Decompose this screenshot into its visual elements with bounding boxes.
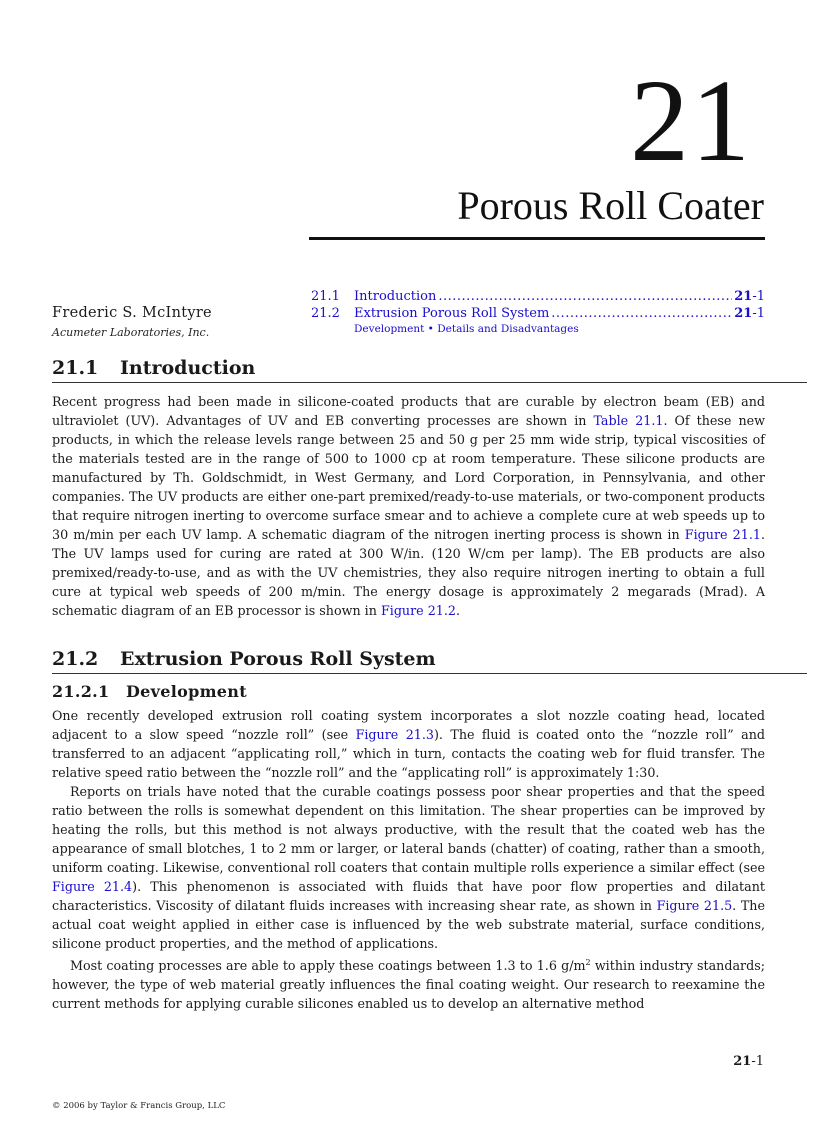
figure-link[interactable]: Figure 21.2 <box>380 603 456 618</box>
section-heading: 21.2 Extrusion Porous Roll System <box>52 648 807 674</box>
section-heading: 21.1 Introduction <box>52 357 807 383</box>
figure-link[interactable]: Figure 21.4 <box>52 879 133 894</box>
toc-entry-title: Extrusion Porous Roll System <box>354 306 550 321</box>
paragraph: Most coating processes are able to apply these coatings between 1.3 to 1.6 $g/m^2$ within industry standards; however, the type of web material greatly influences the final coating weight. Our research to reexamine the current methods for applying curable silicones enabled us to develop an alternative method <box>52 958 765 1012</box>
subsection-heading: 21.2.1 Development <box>52 682 247 701</box>
section-21-1 <box>52 357 807 620</box>
author-affiliation: Acumeter Laboratories, Inc. <box>52 326 210 339</box>
toc-leader-dots <box>551 306 732 321</box>
toc-entry-title: Introduction <box>354 289 437 304</box>
toc-entry-number: 21.1 <box>311 289 340 304</box>
title-rule <box>309 237 765 240</box>
toc-sub-details[interactable]: Details and Disadvantages <box>437 323 579 335</box>
toc-entry-number: 21.2 <box>311 306 340 321</box>
page-folio: 21-1 <box>733 1054 764 1069</box>
toc-entry-page: 21-1 <box>734 306 765 321</box>
copyright-notice: © 2006 by Taylor & Francis Group, LLC <box>52 1101 226 1111</box>
section-21-2 <box>52 648 807 1013</box>
chapter-number: 21 <box>630 55 752 186</box>
figure-link[interactable]: Figure 21.5 <box>656 898 733 913</box>
toc-entry-page: 21-1 <box>734 289 765 304</box>
paragraph: Reports on trials have noted that the curable coatings possess poor shear properties and that the speed ratio between the rolls is somewhat dependent on this limitation. The shear properties can be improved by heating the rolls, but this method is not always productive, with the result that the coated web has the appearance of small blotches, 1 to 2 mm or larger, or lateral bands (chatter) of coating, rather than a smooth, uniform coating. Likewise, conventional roll coaters that contain multiple rolls experience a similar effect (see Figure 21.4). This phenomenon is associated with fluids that have poor flow properties and dilatant characteristics. Viscosity of dilatant fluids increases with increasing shear rate, as shown in Figure 21.5. The actual coat weight applied in either case is influenced by the web substrate material, surface conditions, silicone product properties, and the method of applications. <box>52 784 765 951</box>
paragraph: One recently developed extrusion roll coating system incorporates a slot nozzle coating head, located adjacent to a slow speed “nozzle roll” (see Figure 21.3). The fluid is coated onto the “nozzle roll” and transferred to an adjacent “applicating roll,” which in turn, contacts the coating web for fluid transfer. The relative speed ratio between the “nozzle roll” and the “applicating roll” is approximately 1:30. <box>52 708 765 780</box>
figure-link[interactable]: Figure 21.3 <box>355 727 434 742</box>
table-link[interactable]: Table 21.1 <box>593 413 664 428</box>
figure-link[interactable]: Figure 21.1 <box>684 527 761 542</box>
table-of-contents <box>311 289 765 337</box>
toc-entry-extrusion[interactable] <box>311 306 765 323</box>
toc-entry-introduction[interactable] <box>311 289 765 306</box>
toc-sub-separator: • <box>424 323 438 335</box>
toc-leader-dots <box>438 289 732 304</box>
toc-sub-development[interactable]: Development <box>354 323 425 335</box>
chapter-title: Porous Roll Coater <box>457 183 764 228</box>
paragraph: Recent progress had been made in silicone-coated products that are curable by electron beam (EB) and ultraviolet (UV). Advantages of UV and EB converting processes are shown in Table 21.1. Of these new products, in which the release levels range between 25 and 50 g per 25 mm wide strip, typical viscosities of the materials tested are in the range of 500 to 1000 cp at room temperature. These silicone products are manufactured by Th. Goldschmidt, in West Germany, and Lord Corporation, in Pennsylvania, and other companies. The UV products are either one-part premixed/ready-to-use materials, or two-component products that require nitrogen inerting to overcome surface smear and to achieve a complete cure at web speeds up to 30 m/min per each UV lamp. A schematic diagram of the nitrogen inerting process is shown in Figure 21.1. The UV lamps used for curing are rated at 300 W/in. (120 W/cm per lamp). The EB products are also premixed/ready-to-use, and as with the UV chemistries, they also require nitrogen inerting to obtain a full cure at typical web speeds of 200 m/min. The energy dosage is approximately 2 megarads (Mrad). A schematic diagram of an EB processor is shown in Figure 21.2. <box>52 394 765 618</box>
toc-subentries <box>311 323 765 337</box>
author-name: Frederic S. McIntyre <box>52 305 212 321</box>
